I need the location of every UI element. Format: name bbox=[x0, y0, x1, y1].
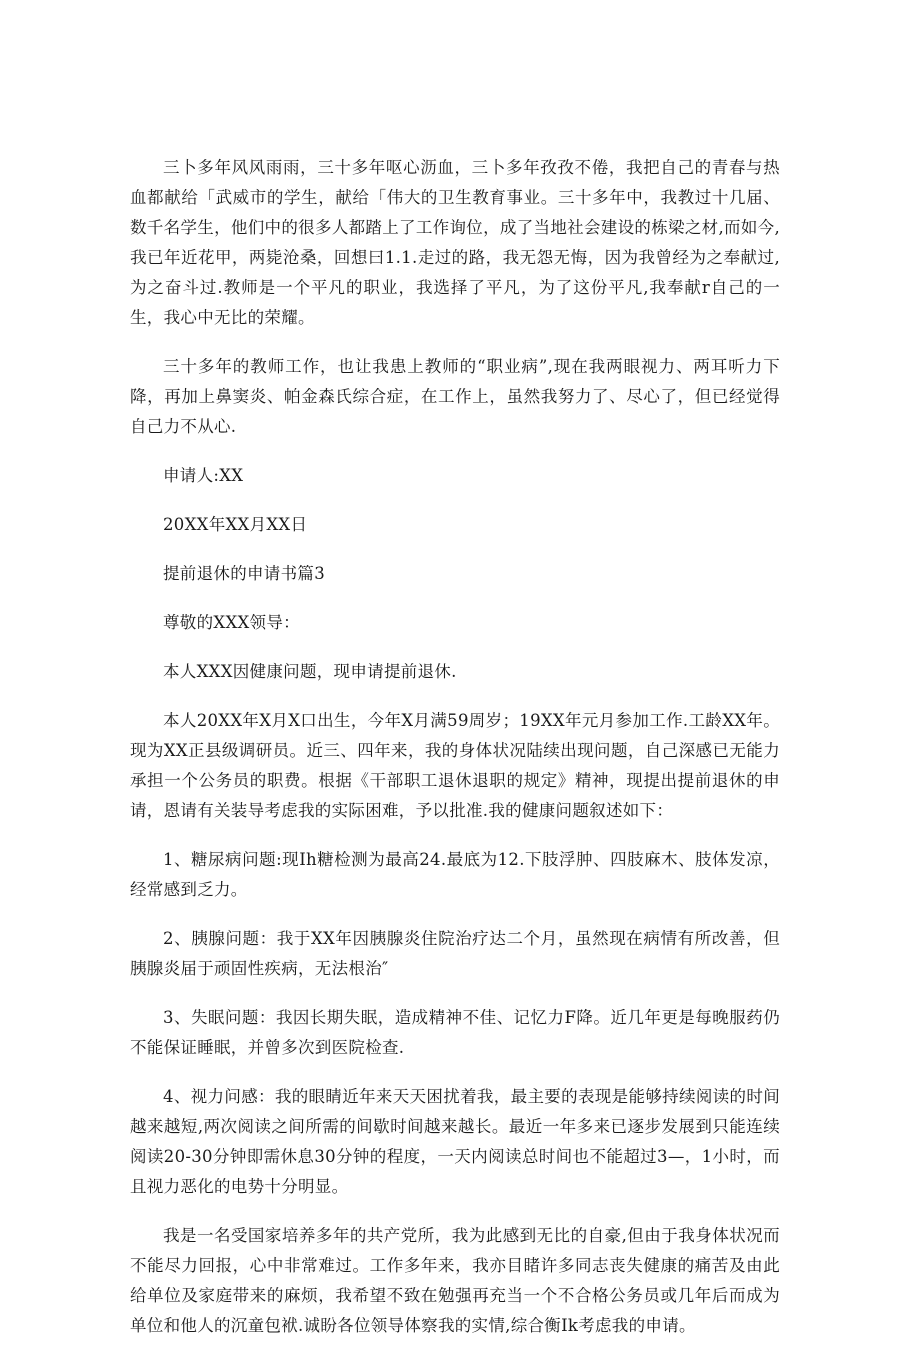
paragraph-diabetes: 1、糖尿病问题:现Ih糖检测为最高24.最底为12.下肢浮肿、四肢麻木、肢体发凉，经常感到乏力。 bbox=[130, 850, 780, 899]
applicant-signature: 申请人:XX bbox=[163, 466, 244, 485]
paragraph-vision: 4、视力问感：我的眼睛近年来天天困扰着我，最主要的表现是能够持续阅读的时间越来越短,两次阅读之间所需的间歇时间越来越长。最近一年多来已逐步发展到只能连续阅读20-30分钟即需休息30分钟的程度，一天内阅读总时间也不能超过3—，1小时，而且视力恶化的电势十分明显。 bbox=[130, 1087, 780, 1196]
paragraph-request: 本人XXX因健康问题，现申请提前退休. bbox=[163, 662, 457, 681]
application-date: 20XX年XX月XX日 bbox=[163, 515, 308, 534]
paragraph-closing: 我是一名受国家培养多年的共产党所，我为此感到无比的自豪,但由于我身体状况而不能尽力回报，心中非常难过。工作多年来，我亦目睹许多同志丧失健康的痛苦及由此给单位及家庭带来的麻烦，我希望不致在勉强再充当一个不合格公务员或几年后而成为单位和他人的沉童包袱.诚盼各位领导体察我的实情,综合衡Ik考虑我的申请。 bbox=[130, 1226, 780, 1335]
paragraph-dedication: 三卜多年风风雨雨，三十多年呕心沥血，三卜多年孜孜不倦，我把自己的青春与热血都献给「武威市的学生，献给「伟大的卫生教育事业。三十多年中，我教过十几届、数千名学生，他们中的很多人都踏上了工作询位，成了当地社会建设的栋梁之材,而如今,我已年近花甲，两毙沧桑，回想曰1.1.走过的路，我无怨无悔，因为我曾经为之奉献过,为之奋斗过.教师是一个平凡的职业，我选择了平凡，为了这份平凡,我奉献r自己的一生，我心中无比的荣耀。 bbox=[130, 158, 780, 327]
paragraph-pancreas: 2、胰腺问题：我于XX年因胰腺炎住院治疗达二个月，虽然现在病情有所改善，但胰腺炎届于顽固性疾病，无法根治″ bbox=[130, 929, 780, 978]
paragraph-occupational-illness: 三十多年的教师工作，也让我患上教师的“职业病”,现在我两眼视力、两耳听力下降，再加上鼻窦炎、帕金森氏综合症，在工作上，虽然我努力了、尽心了，但已经觉得自己力不从心. bbox=[130, 357, 780, 436]
salutation: 尊敬的XXX领导： bbox=[163, 613, 300, 632]
paragraph-personal-info: 本人20XX年X月X口出生，今年X月满59周岁；19XX年元月参加工作.工龄XX年。现为XX正县级调研员。近三、四年来，我的身体状况陆续出现问题，自己深感已无能力承担一个公务员的职费。根据《干部职工退休退职的规定》精神，现提出提前退休的申请，恩请有关装导考虑我的实际困难，予以批准.我的健康问题叙述如下： bbox=[130, 711, 780, 820]
paragraph-insomnia: 3、失眠问题：我因长期失眠，造成精神不佳、记忆力F降。近几年更是每晚服药仍不能保证睡眠，并曾多次到医院检查. bbox=[130, 1008, 780, 1057]
document-body bbox=[130, 153, 780, 1360]
section-title: 提前退休的申请书篇3 bbox=[163, 564, 325, 583]
